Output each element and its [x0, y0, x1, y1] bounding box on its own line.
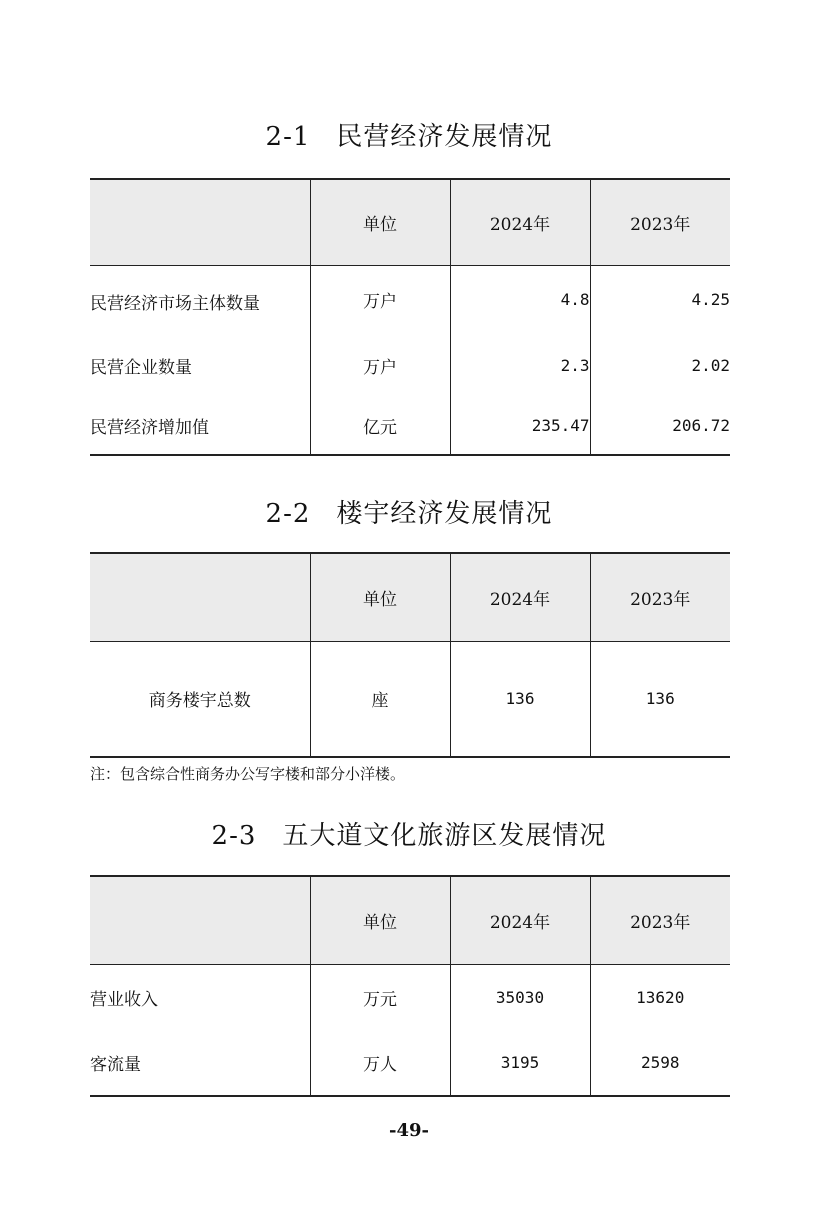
table-row	[90, 265, 730, 333]
header-2024: 2024年	[450, 179, 590, 265]
table-note: 注：包含综合性商务办公写字楼和部分小洋楼。	[90, 765, 406, 783]
row-value-2024: 35030	[450, 964, 590, 1030]
header-2024: 2024年	[450, 553, 590, 641]
section-title-2-3	[0, 815, 818, 852]
row-label: 民营经济增加值	[90, 418, 209, 438]
row-value-2023: 2.02	[590, 333, 730, 397]
page-number: -49-	[389, 1120, 429, 1141]
table-header-row	[90, 553, 730, 641]
row-unit: 亿元	[310, 397, 450, 455]
header-2023: 2023年	[590, 179, 730, 265]
table-row	[90, 333, 730, 397]
header-unit: 单位	[310, 179, 450, 265]
table-row	[90, 964, 730, 1030]
section-number: 2-3	[211, 821, 257, 851]
row-value-2023: 4.25	[590, 265, 730, 333]
section-heading: 楼宇经济发展情况	[336, 499, 553, 529]
table-private-economy	[90, 178, 730, 456]
row-label: 商务楼宇总数	[148, 691, 251, 712]
row-value-2023: 206.72	[590, 397, 730, 455]
row-value-2023: 136	[590, 641, 730, 757]
row-value-2024: 3195	[450, 1030, 590, 1096]
section-title-2-1	[0, 116, 818, 153]
table-five-avenues-tourism	[90, 875, 730, 1097]
table-header-row	[90, 179, 730, 265]
header-2023: 2023年	[590, 553, 730, 641]
row-value-2024: 4.8	[450, 265, 590, 333]
header-blank	[90, 179, 310, 265]
table-row	[90, 641, 730, 757]
table-building-economy	[90, 552, 730, 758]
row-value-2024: 136	[450, 641, 590, 757]
row-value-2024: 2.3	[450, 333, 590, 397]
header-2023: 2023年	[590, 876, 730, 964]
row-unit: 万户	[310, 265, 450, 333]
section-title-2-2	[0, 493, 818, 530]
row-label: 客流量	[90, 1055, 141, 1075]
header-unit: 单位	[310, 553, 450, 641]
row-label: 民营经济市场主体数量	[90, 293, 260, 314]
row-unit: 万人	[310, 1030, 450, 1096]
row-value-2023: 2598	[590, 1030, 730, 1096]
header-blank	[90, 553, 310, 641]
row-unit: 万户	[310, 333, 450, 397]
row-label: 营业收入	[90, 989, 158, 1010]
table-header-row	[90, 876, 730, 964]
section-number: 2-1	[265, 122, 311, 152]
table-row	[90, 1030, 730, 1096]
row-value-2024: 235.47	[450, 397, 590, 455]
row-value-2023: 13620	[590, 964, 730, 1030]
row-unit: 万元	[310, 964, 450, 1030]
row-label: 民营企业数量	[90, 357, 192, 378]
table-row	[90, 397, 730, 455]
header-2024: 2024年	[450, 876, 590, 964]
header-blank	[90, 876, 310, 964]
section-heading: 五大道文化旅游区发展情况	[282, 821, 607, 851]
row-unit: 座	[310, 641, 450, 757]
section-number: 2-2	[265, 499, 311, 529]
header-unit: 单位	[310, 876, 450, 964]
section-heading: 民营经济发展情况	[336, 122, 553, 152]
